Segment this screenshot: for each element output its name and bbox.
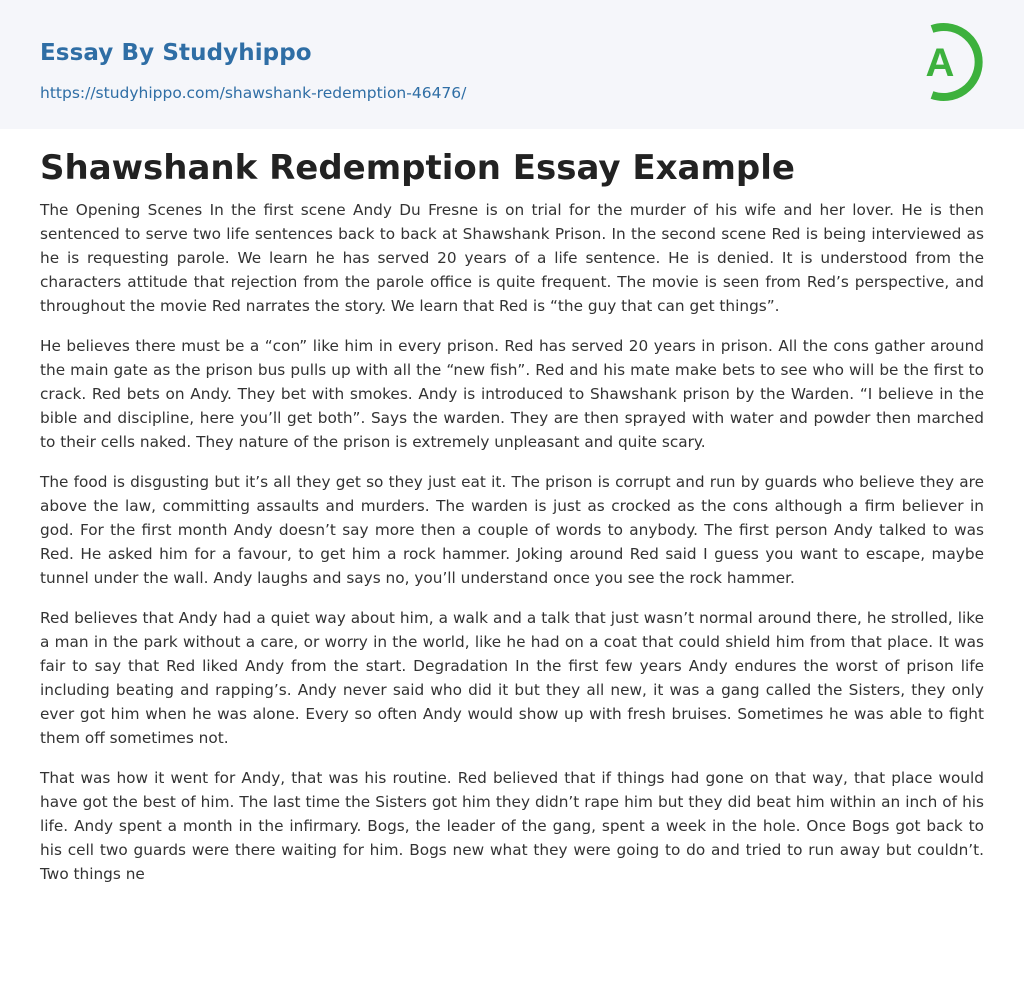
site-header — [0, 0, 1024, 129]
main-content — [0, 129, 1024, 886]
essay-url-link[interactable]: https://studyhippo.com/shawshank-redemption-46476/ — [40, 84, 467, 102]
logo-letter: A — [925, 41, 955, 85]
essay-paragraph: That was how it went for Andy, that was his routine. Red believed that if things had gone on that way, that place would have got the best of him. The last time the Sisters got him they didn’t rape him but they did beat him within an inch of his life. Andy spent a month in the infirmary. Bogs, the leader of the gang, spent a week in the hole. Once Bogs got back to his cell two guards were there waiting for him. Bogs new what they were going to do and tried to run away but couldn’t. Two things ne — [40, 769, 984, 883]
page-title: Shawshank Redemption Essay Example — [40, 148, 795, 188]
essay-body — [40, 198, 984, 886]
studyhippo-logo-icon[interactable] — [912, 19, 986, 105]
essay-paragraph: He believes there must be a “con” like him in every prison. Red has served 20 years in prison. All the cons gather around the main gate as the prison bus pulls up with all the “new fish”. Red and his mate make bets to see who will be the first to crack. Red bets on Andy. They bet with smokes. Andy is introduced to Shawshank prison by the Warden. “I believe in the bible and discipline, here you’ll get both”. Says the warden. They are then sprayed with water and powder then marched to their cells naked. They nature of the prison is extremely unpleasant and quite scary. — [40, 337, 984, 451]
essay-paragraph: Red believes that Andy had a quiet way about him, a walk and a talk that just wasn’t normal around there, he strolled, like a man in the park without a care, or worry in the world, like he had on a coat that could shield him from that place. It was fair to say that Red liked Andy from the start. Degradation In the first few years Andy endures the worst of prison life including beating and rapping’s. Andy never said who did it but they all new, it was a gang called the Sisters, they only ever got him when he was alone. Every so often Andy would show up with fresh bruises. Sometimes he was able to fight them off sometimes not. — [40, 609, 984, 747]
essay-paragraph: The food is disgusting but it’s all they get so they just eat it. The prison is corrupt and run by guards who believe they are above the law, committing assaults and murders. The warden is just as crocked as the cons although a firm believer in god. For the first month Andy doesn’t say more then a couple of words to anybody. The first person Andy talked to was Red. He asked him for a favour, to get him a rock hammer. Joking around Red said I guess you want to escape, maybe tunnel under the wall. Andy laughs and says no, you’ll understand once you see the rock hammer. — [40, 473, 984, 587]
essay-paragraph: The Opening Scenes In the first scene Andy Du Fresne is on trial for the murder of his wife and her lover. He is then sentenced to serve two life sentences back to back at Shawshank Prison. In the second scene Red is being interviewed as he is requesting parole. We learn he has served 20 years of a life sentence. He is denied. It is understood from the characters attitude that rejection from the parole office is quite frequent. The movie is seen from Red’s perspective, and throughout the movie Red narrates the story. We learn that Red is “the guy that can get things”. — [40, 201, 984, 315]
site-brand[interactable]: Essay By Studyhippo — [40, 40, 312, 66]
